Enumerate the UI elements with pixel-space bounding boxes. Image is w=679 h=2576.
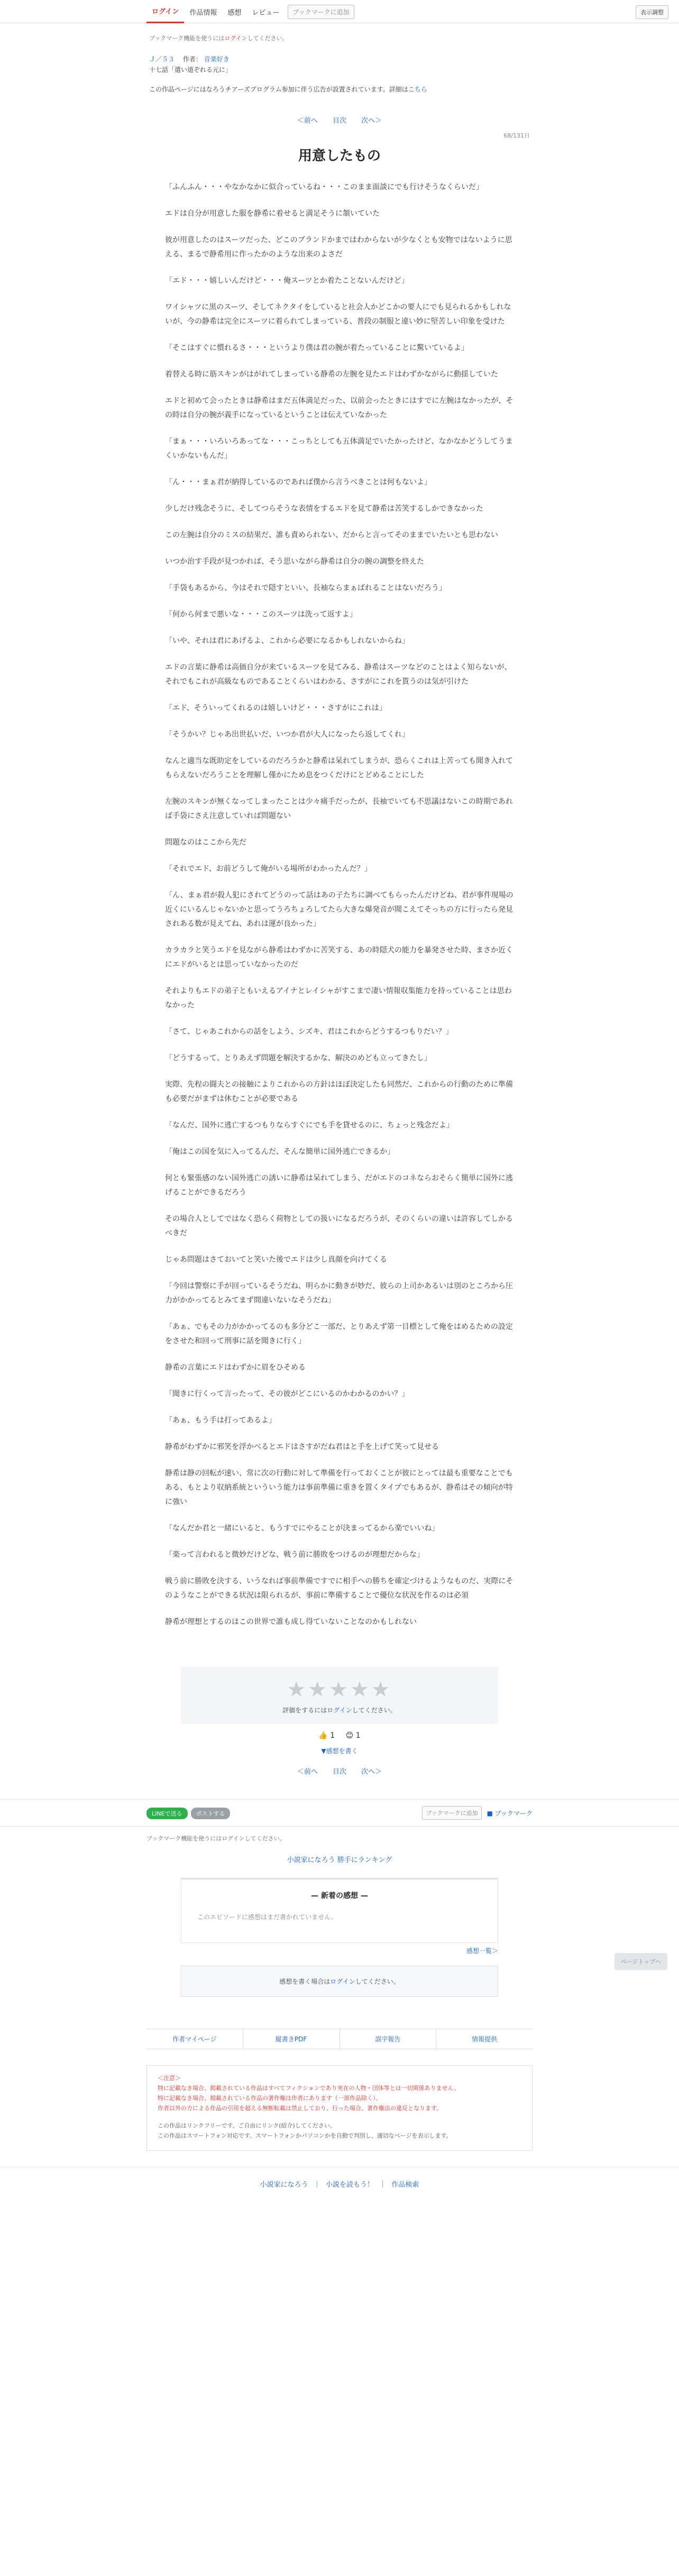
body-paragraph: 少しだけ残念そうに、そしてつらそうな表情をするエドを見て静希は苦笑するしかできなかった [165,505,483,513]
add-bookmark-button[interactable]: ブックマークに追加 [288,5,354,19]
ad-note-link[interactable]: こちら [408,86,427,93]
impressions-title: — 新着の感想 — [311,1892,368,1900]
caution-line: 作者以外の方による作品の引用を超える無断転載は禁止しており、行った場合、著作権法の違反となります。 [158,2105,443,2112]
page-top-button[interactable]: ページトップへ [614,1953,667,1970]
rating-box [181,1666,498,1724]
display-settings-button[interactable]: 表示調整 [636,5,668,19]
reaction-smile[interactable]: 😊 1 [345,1731,361,1740]
body-paragraph: 「なんだ、国外に逃亡するつもりならすぐにでも手を貸せるのに、ちょっと残念だよ」 [165,1121,454,1130]
line-share-button[interactable]: LINEで送る [146,1808,188,1819]
body-paragraph: 実際、先程の闘夫との接触によりこれからの方針はほぼ決定したも同然だ、これからの行動のために準備も必要だがまずは休むことが必要である [165,1080,513,1103]
write-login-link[interactable]: ログイン [330,1978,355,1985]
smile-icon: 😊 [345,1731,354,1740]
rating-login-text: 評価をするにはログインしてください。 [282,1707,397,1714]
toc-link[interactable]: 目次 [332,117,346,125]
body-paragraph: 何とも緊張感のない国外逃亡の誘いに静希は呆れてしまう、だがエドのコネならおそらく簡単に国外に逃げることができるだろう [165,1174,513,1197]
reactions [0,1731,679,1740]
nav-work-info[interactable]: 作品情報 [189,8,217,17]
add-bookmark-button-bottom[interactable]: ブックマークに追加 [422,1806,481,1820]
vertical-pdf-link[interactable]: 縦書きPDF [243,2029,340,2049]
body-paragraph: 「聞きに行くって言ったって、その彼がどこにいるのかわかるのかい？」 [165,1390,409,1398]
thumbs-up-icon: 👍 [318,1731,328,1740]
rating-login-link[interactable]: ログイン [327,1707,352,1714]
impressions-empty: このエピソードに感想はまだ書かれていません。 [197,1913,337,1921]
footer-link-search[interactable]: 作品検索 [391,2181,419,2189]
body-paragraph: 着替える時に筋スキンがはがれてしまっている静希の左腕を見たエドはわずかながらに動揺していた [165,370,498,379]
ranking-link[interactable]: 小説家になろう 勝手にランキング [287,1856,392,1864]
x-post-button[interactable]: ポストする [191,1808,231,1819]
next-link[interactable]: 次へ＞ [361,117,382,125]
divider [0,1799,679,1800]
bookmark-login-note: ブックマーク機能を使うにはログインしてください。 [146,1835,286,1842]
body-paragraph: なんと適当な既助定をしているのだろうかと静希は呆れてしまうが、恐らくこれは上苦っても聞き入れてもらえないだろうことを理解し僅かにため息をつくだけにとどめることにした [165,757,513,780]
body-paragraph: 戦う前に勝敗を決する、いうなれば事前準備ですでに相手への勝ちを確定づけるようなものだ、実際にそのようなことができる状況は限られるが、事前に準備することで優位な状況を作るのは必須 [165,1577,513,1600]
body-paragraph: 「手袋もあるから、今はそれで隠すといい、長袖ならまぁばれることはないだろう」 [165,584,446,592]
body-paragraph: 静希の言葉にエドはわずかに眉をひそめる [165,1363,306,1372]
body-paragraph: 「さて、じゃあこれからの話をしよう、シズキ、君はこれからどうするつもりだい？」 [165,1028,453,1036]
bookmark-link[interactable]: ■ ブックマーク [487,1809,533,1817]
body-paragraph: 「エド・・・嬉しいんだけど・・・俺スーツとか着たことないんだけど」 [165,277,409,285]
rating-stars[interactable]: ★★★★★ [287,1677,392,1702]
prev-link-bottom[interactable]: ＜前へ [297,1768,318,1776]
typo-report-link[interactable]: 誤字報告 [340,2029,437,2049]
caution-line: 特に記載なき場合、掲載されている作品はすべてフィクションであり実在の人物・団体等とは一切関係ありません。 [158,2085,460,2092]
series-info [149,54,530,75]
share-row [146,1806,533,1821]
caution-line: 特に記載なき場合、掲載されている作品の著作権は作者にあります（一部作品除く）。 [158,2095,382,2102]
body-paragraph: 「今回は警察に手が回っているそうだね、明らかに動きが妙だ、彼らの上司かあるいは別のところから圧力がかかってるとみてまず間違いないなそうだね」 [165,1282,513,1305]
next-link-bottom[interactable]: 次へ＞ [361,1768,382,1776]
body-paragraph: 「いや、それは君にあげるよ、これから必要になるかもしれないからね」 [165,637,409,645]
body-paragraph: ワイシャツに黒のスーツ、そしてネクタイをしていると社会人かどこかの要人にでも見られるかもしれないが、今の静希は完全にスーツに着られてしまっている、普段の制服と違い妙に堅苦しい印象を受けた [165,303,511,326]
nav-login[interactable]: ログイン [146,0,184,23]
info-report-link[interactable]: 情報提供 [472,2036,498,2043]
login-notice: ブックマーク機能を使うにはログインしてください。 [149,35,288,42]
body-paragraph: 左腕のスキンが無くなってしまったことは少々痛手だったが、長袖でいても不思議はないこの時期であれば手袋にさえ注意していれば問題ない [165,797,513,820]
author-label: 作者： [182,56,202,63]
impressions-list-link[interactable]: 感想一覧＞ [466,1947,498,1955]
caution-info: この作品はリンクフリーです。ご自由にリンク(紹介)してください。 この作品はスマートフォン対応です。スマートフォンかパソコンかを自動で判別し、適切なページを表示します。 [158,2122,452,2139]
body-paragraph: 彼が用意したのはスーツだった、どこのブランドかまではわからないが少なくとも安物ではないように思える、まるで静希用に作ったかのような出来のよさだ [165,236,512,259]
episode-number: 68/131日 [503,132,530,139]
footer-links: 小説家になろう ｜ 小説を読もう！ ｜ 作品検索 [260,2181,419,2189]
write-impression-box: 感想を書く場合はログインしてください。 [181,1966,498,1997]
body-paragraph: 「そこはすぐに慣れるさ・・・というより僕は君の腕が着たっていることに驚いているよ」 [165,344,469,352]
body-paragraph: エドは自分が用意した服を静希に着せると満足そうに頷いていた [165,209,380,218]
prev-link[interactable]: ＜前へ [297,117,318,125]
body-paragraph: 静希は静の回転が速い、常に次の行動に対して準備を行っておくことが彼にとっては最も重要なことでもある、もとより収納系統といういう能力は事前準備に重きを置くタイプでもあるが、静希はその傾向が特に強い [165,1469,513,1506]
pager-bottom [0,1766,679,1776]
novel-body [165,180,514,1629]
nav-reviews[interactable]: レビュー [252,8,280,17]
body-paragraph: 「あぁ、でもその力がかかってるのも多分どこ一部だ、とりあえず第一目標として俺をはめるための設定をさせた和回って刑事に話を聞きに行く」 [165,1323,513,1345]
chapter-title: 用意したもの [298,148,381,164]
nav-impressions[interactable]: 感想 [227,8,242,17]
series-title-link[interactable]: Ｊ／５３ [149,56,175,63]
reaction-thumbs[interactable]: 👍 1 [318,1731,335,1740]
body-paragraph: いつか治す手段が見つかれば、そう思いながら静希は自分の腕の調整を終えた [165,557,424,566]
author-links-row [146,2029,533,2049]
body-paragraph: 「なんだか君と一緒にいると、もうすでにやることが決まってるから楽でいいね」 [165,1524,439,1533]
body-paragraph: この左腕は自分のミスの結果だ、誰も責められない、だからと言ってそのままでいたいとも思わない [165,531,498,539]
share-bookmark [422,1806,533,1820]
body-paragraph: 「まぁ・・・いろいろあってな・・・こっちとしても五体満足でいたかったけど、なかなかどうしてうまくいかないもんだ」 [165,437,513,460]
body-paragraph: 問題なのはここから先だ [165,838,246,847]
body-paragraph: 「そうかい？じゃあ出世払いだ、いつか君が大人になったら返してくれ」 [165,730,409,739]
body-paragraph: 「楽って言われると微妙だけどな、戦う前に勝敗をつけるのが理想だからな」 [165,1551,424,1559]
toc-link-bottom[interactable]: 目次 [332,1768,346,1776]
body-paragraph: じゃあ問題はさておいてと笑いた後でエドは少し真顔を向けてくる [165,1255,387,1264]
body-paragraph: 「エド、そういってくれるのは嬉しいけど・・・さすがにこれは」 [165,704,387,712]
footer-link-yomou[interactable]: 小説を読もう！ [325,2181,374,2189]
ad-note: この作品ページにはなろうチアーズプログラム参加に伴う広告が設置されています。詳細はこちら [149,86,427,93]
body-paragraph: 「あぁ、もう手は打ってあるよ」 [165,1416,276,1425]
episode-label: 十七話「遣い道ぞれる元に」 [149,66,232,74]
body-paragraph: 「ん・・・まぁ君が納得しているのであれば僕から言うべきことは何もないよ」 [165,478,432,487]
body-paragraph: その場合人としてではなく恐らく荷物としての扱いになるだろうが、そのくらいの違いは許容してしかるべきだ [165,1215,513,1237]
divider [0,1826,679,1827]
footer-link-narou[interactable]: 小説家になろう [260,2181,308,2189]
caution-heading: ＜注意＞ [158,2075,181,2082]
body-paragraph: 「何から何まで悪いな・・・このスーツは洗って返すよ」 [165,610,357,619]
body-paragraph: 「俺はこの国を気に入ってるんだ、そんな簡単に国外逃亡できるか」 [165,1148,394,1156]
body-paragraph: エドの言葉に静希は高価自分が来ているスーツを見てみる、静希はスーツなどのことはよく知らないが、それでもこれが高級なものであることくらいはわかる、さすがにこれを貰うのは気が引けた [165,663,512,686]
body-paragraph: エドと初めて会ったときは静希はまだ五体満足だった、以前会ったときにはすでに左腕はなかったが、その時は自分の腕が義手になっているということは伝えていなかった [165,397,513,419]
recent-impressions-box [181,1878,498,1943]
body-paragraph: 静希がわずかに邪笑を浮かべるとエドはさすがだね君はと手を上げて笑って見せる [165,1443,439,1451]
author-mypage-link[interactable]: 作者マイページ [146,2029,243,2049]
caution-box [146,2065,533,2151]
notice-login-link[interactable]: ログイン [224,35,247,42]
pager-top [149,115,530,125]
top-navigation-bar [0,0,679,23]
bookmark-icon: ■ [487,1809,493,1817]
author-link[interactable]: 音楽好き [204,56,230,63]
body-paragraph: 「それでエド、お前どうして俺がいる場所がわかったんだ？」 [165,865,372,873]
body-paragraph: 「ん、まぁ君が殺人犯にされてどうのって話はあの子たちに調べてもらったんだけどね、君が事件現場の近くにいるんじゃないかと思ってうろちょろしてたら大きな爆発音が聞こえてそっちの方に行ったら発見されある数が見えてね、あれは運が良かった」 [165,891,513,928]
body-paragraph: 静希が理想とするのはこの世界で誰も成し得ていないことなのかもしれない [165,1618,417,1626]
write-impression-toggle[interactable]: ▼感想を書く [321,1747,358,1755]
body-paragraph: それよりもエドの弟子ともいえるアイナとレイシャがすこまで凄い情報収集能力を持っていることは思わなかった [165,987,512,1010]
body-paragraph: カラカラと笑うエドを見ながら静希はわずかに苦笑する、あの時隠犬の能力を暴発させた時、まさか近くにエドがいるとは思っていなかったのだ [165,946,513,969]
body-paragraph: 「どうするって、とりあえず問題を解決するかな、解決のめども立ってきたし」 [165,1054,432,1062]
body-paragraph: 「ふんふん・・・やなかなかに似合っているね・・・このまま面談にでも行けそうなくらいだ」 [165,183,483,191]
